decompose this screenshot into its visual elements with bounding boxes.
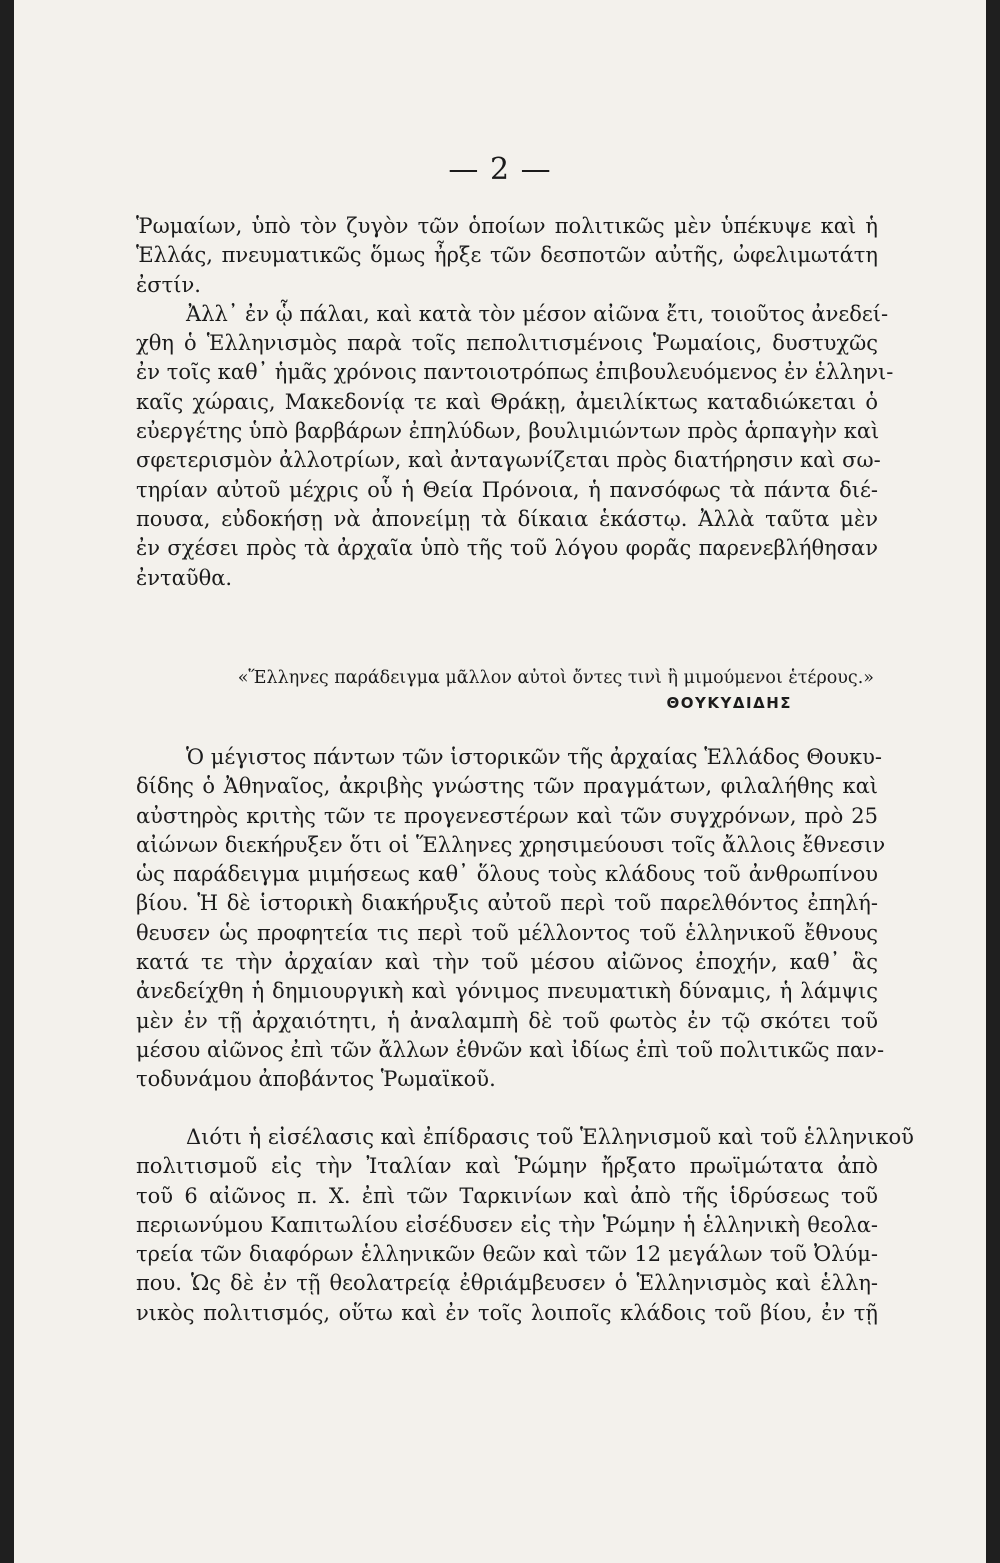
text-block-middle: [136, 743, 886, 1095]
text-line: περιωνύμου Καπιτωλίου εἰσέδυσεν εἰς τὴν Ῥώμην ἡ ἑλληνικὴ θεολα-: [136, 1212, 878, 1237]
text-line: ἐν τοῖς καθ᾿ ἡμᾶς χρόνοις παντοιοτρόπως ἐπιβουλευόμενος ἐν ἑλληνι-: [136, 360, 894, 385]
text-line: μέσου αἰῶνος ἐπὶ τῶν ἄλλων ἐθνῶν καὶ ἰδίως ἐπὶ τοῦ πολιτικῶς παν-: [136, 1037, 885, 1062]
text-line: αὐστηρὸς κριτὴς τῶν τε προγενεστέρων καὶ τῶν συγχρόνων, πρὸ 25: [136, 803, 878, 828]
text-line: τοδυνάμου ἀποβάντος Ῥωμαϊκοῦ.: [136, 1067, 496, 1092]
book-page: [14, 0, 986, 1563]
text-line: Διότι ἡ εἰσέλασις καὶ ἐπίδρασις τοῦ Ἑλληνισμοῦ καὶ τοῦ ἑλληνικοῦ: [186, 1125, 914, 1149]
text-line: ὡς παράδειγμα μιμήσεως καθ᾿ ὅλους τοὺς κλάδους τοῦ ἀνθρωπίνου: [136, 862, 878, 887]
text-line: που. Ὡς δὲ ἐν τῇ θεολατρείᾳ ἐθριάμβευσεν ὁ Ἑλληνισμὸς καὶ ἑλλη-: [136, 1271, 878, 1296]
text-line: ἐνταῦθα.: [136, 565, 233, 590]
epigraph-quote: «Ἕλληνες παράδειγμα μᾶλλον αὐτοὶ ὄντες τινὶ ἢ μιμούμενοι ἑτέρους.»: [237, 668, 874, 688]
text-line: δίδης ὁ Ἀθηναῖος, ἀκριβὴς γνώστης τῶν πραγμάτων, φιλαλήθης καὶ: [136, 774, 878, 799]
text-line: ἐν σχέσει πρὸς τὰ ἀρχαῖα ὑπὸ τῆς τοῦ λόγου φορᾶς παρενεβλήθησαν: [136, 536, 878, 561]
text-line: καῖς χώραις, Μακεδονίᾳ τε καὶ Θράκῃ, ἀμειλίκτως καταδιώκεται ὁ: [136, 389, 878, 414]
text-line: πολιτισμοῦ εἰς τὴν Ἰταλίαν καὶ Ῥώμην ἤρξατο πρωϊμώτατα ἀπὸ: [136, 1154, 878, 1179]
text-line: αἰώνων διεκήρυξεν ὅτι οἱ Ἕλληνες χρησιμεύουσι τοῖς ἄλλοις ἔθνεσιν: [136, 832, 886, 857]
text-line: θευσεν ὡς προφητεία τις περὶ τοῦ μέλλοντος τοῦ ἑλληνικοῦ ἔθνους: [136, 920, 878, 945]
text-line: εὐεργέτης ὑπὸ βαρβάρων ἐπηλύδων, βουλιμιώντων πρὸς ἁρπαγὴν καὶ: [136, 419, 880, 444]
text-line: τηρίαν αὐτοῦ μέχρις οὗ ἡ Θεία Πρόνοια, ἡ πανσόφως τὰ πάντα διέ-: [136, 477, 878, 502]
page-number: — 2 —: [448, 152, 552, 187]
text-line: ἐστίν.: [136, 272, 201, 297]
text-line: Ὁ μέγιστος πάντων τῶν ἱστορικῶν τῆς ἀρχαίας Ἑλλάδος Θουκυ-: [186, 745, 883, 769]
text-line: χθη ὁ Ἑλληνισμὸς παρὰ τοῖς πεπολιτισμένοις Ῥωμαίοις, δυστυχῶς: [136, 331, 878, 356]
text-line: Ἀλλ᾿ ἐν ᾧ πάλαι, καὶ κατὰ τὸν μέσον αἰῶνα ἔτι, τοιοῦτος ἀνεδεί-: [186, 301, 889, 326]
text-line: κατά τε τὴν ἀρχαίαν καὶ τὴν τοῦ μέσου αἰῶνος ἐποχήν, καθ᾿ ἃς: [136, 950, 878, 975]
text-line: ἀνεδείχθη ἡ δημιουργικὴ καὶ γόνιμος πνευματικὴ δύναμις, ἡ λάμψις: [136, 979, 878, 1004]
text-line: Ἑλλάς, πνευματικῶς ὅμως ἦρξε τῶν δεσποτῶν αὐτῆς, ὠφελιμωτάτη: [136, 243, 878, 268]
text-line: πουσα, εὐδοκήσῃ νὰ ἀπονείμῃ τὰ δίκαια ἑκάστῳ. Ἀλλὰ ταῦτα μὲν: [136, 506, 878, 531]
text-line: βίου. Ἡ δὲ ἱστορικὴ διακήρυξις αὐτοῦ περὶ τοῦ παρελθόντος ἐπηλή-: [136, 891, 878, 916]
text-line: τοῦ 6 αἰῶνος π. Χ. ἐπὶ τῶν Ταρκινίων καὶ ἀπὸ τῆς ἱδρύσεως τοῦ: [136, 1183, 878, 1208]
text-line: Ῥωμαίων, ὑπὸ τὸν ζυγὸν τῶν ὁποίων πολιτικῶς μὲν ὑπέκυψε καὶ ἡ: [136, 214, 878, 238]
text-line: νικὸς πολιτισμός, οὕτω καὶ ἐν τοῖς λοιποῖς κλάδοις τοῦ βίου, ἐν τῇ: [136, 1300, 878, 1325]
text-block-top: [136, 212, 894, 593]
text-block-bottom: [136, 1123, 914, 1328]
text-line: σφετερισμὸν ἀλλοτρίων, καὶ ἀνταγωνίζεται πρὸς διατήρησιν καὶ σω-: [136, 448, 881, 473]
text-line: τρεία τῶν διαφόρων ἑλληνικῶν θεῶν καὶ τῶν 12 μεγάλων τοῦ Ὀλύμ-: [136, 1242, 878, 1267]
text-line: μὲν ἐν τῇ ἀρχαιότητι, ἡ ἀναλαμπὴ δὲ τοῦ φωτὸς ἐν τῷ σκότει τοῦ: [136, 1008, 878, 1033]
epigraph-author: ΘΟΥΚΥΔΙΔΗΣ: [666, 694, 792, 712]
